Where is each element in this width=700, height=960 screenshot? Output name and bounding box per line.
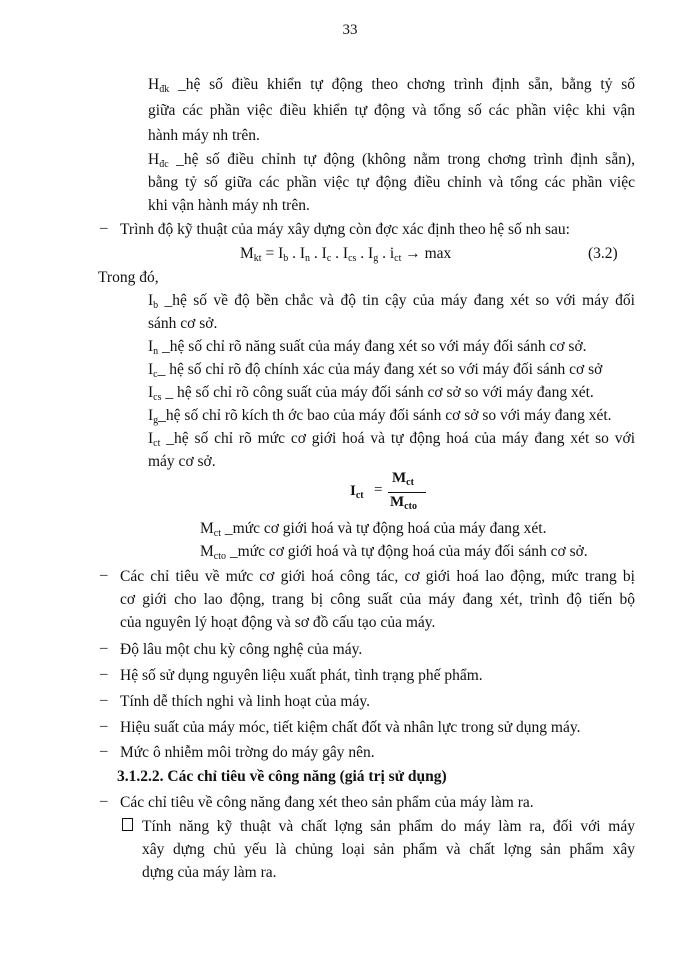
trong-do: Trong đó, [98,269,159,286]
dash-bullet: – [100,743,108,759]
ib-line-1: $I_b$ _hệ số về độ bền chắc và độ tin cậy của máy đang xét so với máy đối [148,292,635,311]
bullet-1-line-1: Các chỉ tiêu về mức cơ giới hoá công tác, cơ giới hoá lao động, mức trang bị [120,568,635,585]
hdk-line-1: $H_{đk}$ _hệ số điều khiển tự động theo chơng trình định sẵn, bằng tỷ số [148,76,635,95]
bullet-1-line-3: của nguyên lý hoạt động và sơ đồ cấu tạo của máy. [120,614,436,631]
formula-number: (3.2) [588,245,618,262]
fraction-bar [388,492,426,493]
sub-bullet-line-1: Tính năng kỹ thuật và chất lợng sản phẩm do máy làm ra, đối với máy [142,818,635,835]
ig-line: $I_g\_hệ$ số chỉ rõ kích th ớc bao của máy đối sánh cơ sở so với máy đang xét. [148,407,612,426]
formula-mkt: $M_{kt} = I_b$ . $I_n$ . $I_c$ . $I_{cs}$ . $I_g$ . $i_{ct} \to \max$ [240,245,452,264]
fraction-lhs: $I_{ct}$ [350,483,364,501]
hdc-line-2: bằng tỷ số giữa các phần việc tự động điều chỉnh và tổng các phần việc [148,174,635,191]
dash-bullet: – [100,718,108,734]
bullet-7: Các chỉ tiêu về công năng đang xét theo sản phẩm của máy làm ra. [120,794,534,811]
section-heading: 3.1.2.2. Các chỉ tiêu về công năng (giá trị sử dụng) [117,768,447,785]
dash-bullet: – [100,666,108,682]
bullet-5: Hiệu suất của máy móc, tiết kiệm chất đốt và nhân lực trong sử dụng máy. [120,719,581,736]
sub-bullet-line-3: dựng của máy làm ra. [142,864,277,881]
dash-bullet: – [100,793,108,809]
dash-bullet: – [100,220,108,236]
arrow-icon: → [405,245,421,262]
dash-bullet: – [100,692,108,708]
ics-line: $I_{cs}$ _ hệ số chỉ rõ công suất của máy đối sánh cơ sở so với máy đang xét. [148,384,594,403]
bullet-3: Hệ số sử dụng nguyên liệu xuất phát, tình trạng phế phẩm. [120,667,483,684]
bullet-1-line-2: cơ giới cho lao động, trang bị công suất của máy đang xét, trình độ tiến bộ [120,591,635,608]
fraction-formula [350,470,460,518]
hdk-line-2: giữa các phần việc điều khiển tự động và tổng số các phần việc khi vận [148,102,635,119]
dash-bullet: – [100,567,108,583]
bullet-4: Tính dễ thích nghi và linh hoạt của máy. [120,693,370,710]
page-number: 33 [342,22,358,38]
bullet-6: Mức ô nhiễm môi trờng do máy gây nên. [120,744,375,761]
fraction-denominator: $M_{cto}$ [390,494,417,512]
in-line: $I_n$ _hệ số chỉ rõ năng suất của máy đang xét so với máy đối sánh cơ sở. [148,338,587,357]
hdc-line-1: $H_{đc}$ _hệ số điều chỉnh tự động (không nằm trong chơng trình định sẵn), [148,151,635,170]
ict-line-2: máy cơ sở. [148,453,216,470]
ic-line: $I_c\_$ hệ số chỉ rõ độ chính xác của máy đang xét so với máy đối sánh cơ sở [148,361,603,380]
sub-bullet-line-2: xây dựng chủ yếu là chủng loại sản phẩm và chất lợng sản phẩm xây [142,841,635,858]
ib-line-2: sánh cơ sở. [148,315,218,332]
hdk-line-3: hành máy nh trên. [148,127,260,144]
ict-line-1: $I_{ct}$ _hệ số chỉ rõ mức cơ giới hoá và tự động hoá của máy đang xét so với [148,430,635,449]
level-intro: Trình độ kỹ thuật của máy xây dựng còn đợc xác định theo hệ số nh sau: [120,221,570,238]
hdc-line-3: khi vận hành máy nh trên. [148,197,310,214]
bullet-2: Độ lâu một chu kỳ công nghệ của máy. [120,641,363,658]
mcto-line: $M_{cto}$ _mức cơ giới hoá và tự động hoá của máy đối sánh cơ sở. [200,543,588,562]
dash-bullet: – [100,640,108,656]
checkbox-bullet-icon [122,818,133,831]
fraction-numerator: $M_{ct}$ [392,470,414,488]
fraction-eq: = [374,482,383,498]
mct-line: $M_{ct}$ _mức cơ giới hoá và tự động hoá của máy đang xét. [200,520,547,539]
